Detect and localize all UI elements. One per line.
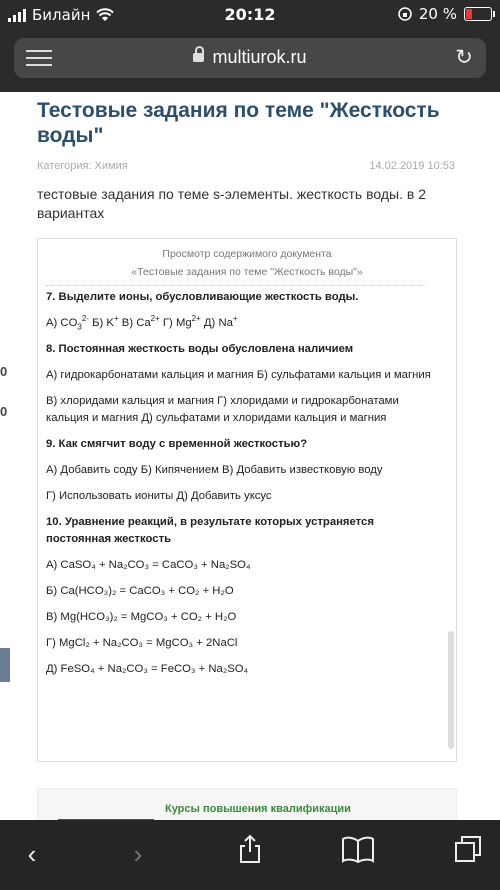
url-field[interactable] [14,38,486,78]
question-7: 7. Выделите ионы, обусловливающие жесткость воды. [46,291,359,303]
equation-c: В) Mg(HCO₃)₂ = MgCO₃ + CO₂ + H₂O [46,611,237,623]
question-9-options-2: Г) Использовать иониты Д) Добавить уксус [46,490,272,502]
reload-icon[interactable]: ↻ [455,46,473,69]
side-counter-1: 0 [0,364,8,379]
question-7-options: А) $CO_3^{2-}$ Б) K+ В) $Ca^{2+}$ Г) $Mg^{2+}$ Д) Na+ [46,314,238,332]
lock-icon [193,53,204,62]
question-9-options-1: А) Добавить соду Б) Кипячением В) Добавить известковую воду [46,464,383,476]
share-icon[interactable] [230,834,270,874]
equation-e: Д) FeSO₄ + Na₂CO₃ = FeCO₃ + Na₂SO₄ [46,663,249,675]
clock: 20:12 [224,5,276,24]
equation-a: А) CaSO₄ + Na₂CO₃ = CaCO₃ + Na₂SO₄ [46,559,251,571]
question-8-options-1: А) гидрокарбонатами кальция и магния Б) сульфатами кальция и магния [46,369,431,381]
equation-b: Б) Ca(HCO₃)₂ = CaCO₃ + CO₂ + H₂O [46,585,234,597]
equation-d: Г) MgCl₂ + Na₂CO₃ = MgCO₃ + 2NaCl [46,637,238,649]
category-link[interactable]: Категория: Химия [37,160,128,172]
bookmarks-icon[interactable] [338,834,378,874]
browser-toolbar [0,820,500,890]
viewer-title: Просмотр содержимого документа [162,248,332,260]
page-title: Тестовые задания по теме "Жесткость воды" [37,99,440,147]
question-10: 10. Уравнение реакций, в результате которых устраняется постоянная жесткость [46,516,374,545]
question-8-options-2: В) хлоридами кальция и магния Г) хлоридами и гидрокарбонатами кальция и магния Д) сульфатами и хлоридами кальция и магния [46,395,399,424]
side-counter-2: 0 [0,404,8,419]
back-icon[interactable]: ‹ [27,839,37,869]
question-8: 8. Постоянная жесткость воды обусловлена наличием [46,343,354,355]
ad-label[interactable]: Курсы повышения квалификации [165,803,351,815]
url-text: multiurok.ru [212,47,307,67]
question-9: 9. Как смягчит воду с временной жесткостью? [46,438,308,450]
article-description: тестовые задания по теме s-элементы. жесткость воды. в 2 вариантах [37,186,426,221]
orientation-lock-icon [398,7,412,21]
address-bar [0,30,500,92]
status-bar [0,0,500,30]
forward-icon[interactable]: › [133,839,143,869]
battery-percent: 20 % [418,5,457,23]
viewer-subtitle: «Тестовые задания по теме "Жесткость воды"» [131,266,363,278]
carrier-name: Билайн [32,6,91,24]
publish-date: 14.02.2019 10:53 [369,160,455,172]
document-content [46,289,438,751]
battery-icon [464,7,492,21]
divider [46,285,426,288]
document-viewer [37,238,457,762]
article-meta [37,160,455,172]
tabs-icon[interactable] [448,834,488,874]
viewer-scrollbar[interactable] [448,293,454,749]
web-page [0,92,500,820]
side-panel-tab[interactable] [0,648,10,682]
